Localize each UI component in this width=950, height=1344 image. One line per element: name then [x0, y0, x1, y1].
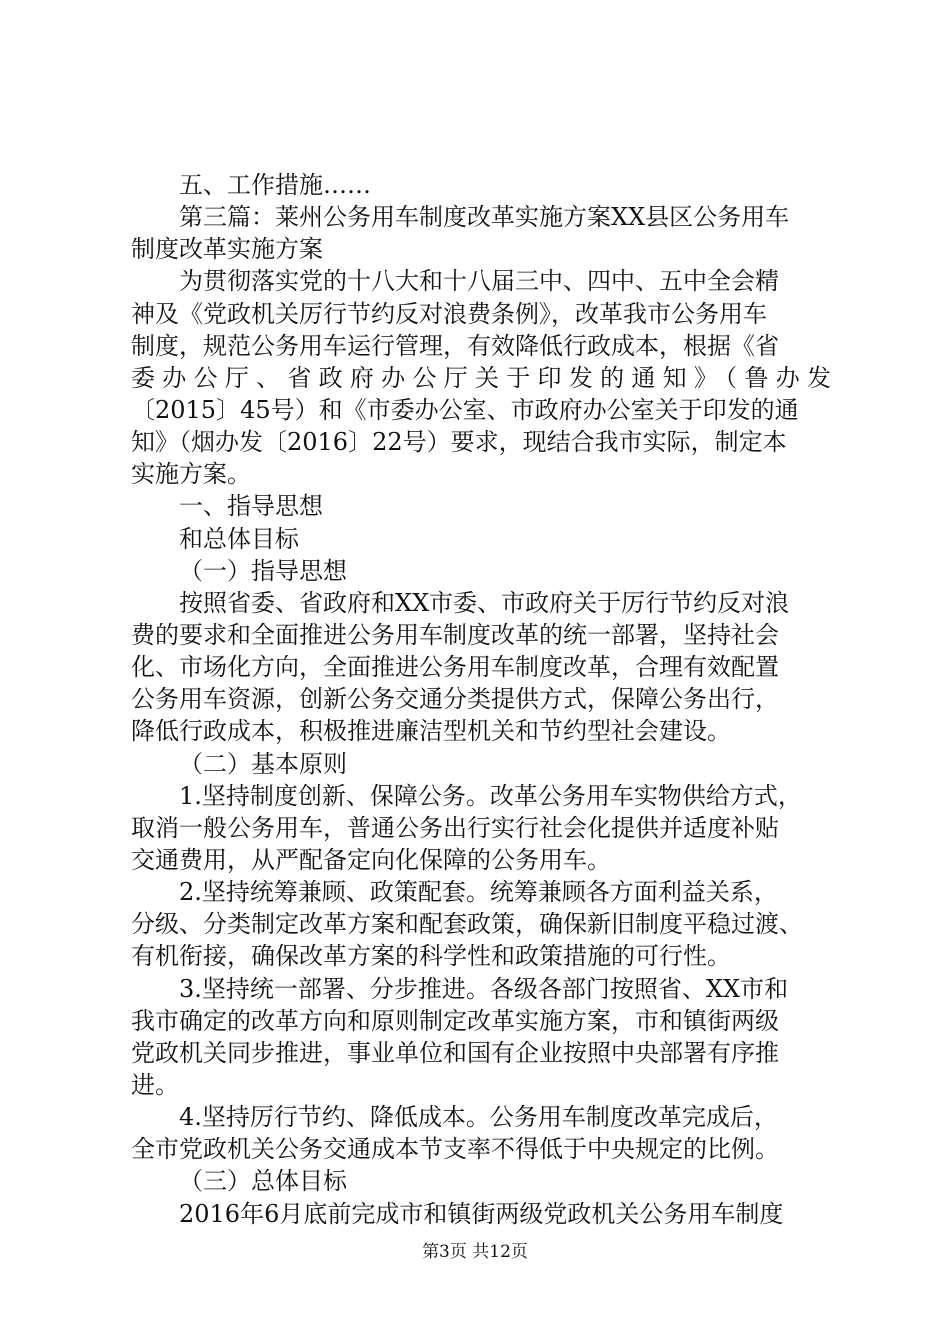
paragraph-line: 化、市场化方向，全面推进公务用车制度改革，合理有效配置	[131, 653, 779, 682]
paragraph-line: 费的要求和全面推进公务用车制度改革的统一部署，坚持社会	[131, 620, 779, 649]
paragraph-line: 为贯彻落实党的十八大和十八届三中、四中、五中全会精	[179, 267, 779, 296]
principle-item: 1.坚持制度创新、保障公务。改革公务用车实物供给方式，	[179, 781, 802, 810]
paragraph-line: 党政机关同步推进，事业单位和国有企业按照中央部署有序推	[131, 1038, 779, 1067]
paragraph-line: 分级、分类制定改革方案和配套政策，确保新旧制度平稳过渡、	[131, 910, 803, 939]
page-number-footer: 第3页 共12页	[422, 1242, 528, 1262]
principle-item: 4.坚持厉行节约、降低成本。公务用车制度改革完成后，	[179, 1103, 778, 1132]
paragraph-line: 降低行政成本，积极推进廉洁型机关和节约型社会建设。	[131, 717, 731, 746]
paragraph-line: 全市党政机关公务交通成本节支率不得低于中央规定的比例。	[131, 1135, 779, 1164]
article-title-continued: 制度改革实施方案	[131, 235, 323, 264]
paragraph-line: 进。	[131, 1070, 179, 1099]
paragraph-line: 交通费用，从严配备定向化保障的公务用车。	[131, 845, 611, 874]
section-heading-guiding-thought: 一、指导思想	[179, 492, 323, 521]
principle-item: 3.坚持统一部署、分步推进。各级各部门按照省、XX市和	[179, 974, 789, 1003]
subsection-heading: （一）指导思想	[179, 556, 347, 585]
paragraph-line: 〔2015〕45号）和《市委办公室、市政府办公室关于印发的通	[131, 395, 799, 424]
article-title: 第三篇：莱州公务用车制度改革实施方案XX县区公务用车	[179, 203, 790, 232]
paragraph-line: 制度，规范公务用车运行管理，有效降低行政成本，根据《省	[131, 331, 779, 360]
paragraph-line: 实施方案。	[131, 460, 251, 489]
paragraph-line: 神及《党政机关厉行节约反对浪费条例》，改革我市公务用车	[131, 299, 767, 328]
paragraph-line: 2016年6月底前完成市和镇街两级党政机关公务用车制度	[179, 1199, 784, 1228]
paragraph-line: 我市确定的改革方向和原则制定改革实施方案，市和镇街两级	[131, 1006, 779, 1035]
document-body	[131, 169, 831, 1230]
principle-item: 2.坚持统筹兼顾、政策配套。统筹兼顾各方面利益关系，	[179, 878, 778, 907]
paragraph-line: 委办公厅、省政府办公厅关于印发的通知》（鲁办发	[131, 363, 831, 392]
paragraph-line: 按照省委、省政府和XX市委、市政府关于厉行节约反对浪	[179, 588, 790, 617]
subsection-heading: （三）总体目标	[179, 1167, 347, 1196]
section-heading-work-measures: 五、工作措施……	[179, 171, 371, 199]
paragraph-line: 公务用车资源，创新公务交通分类提供方式，保障公务出行，	[131, 685, 779, 714]
paragraph-line: 知》（烟办发〔2016〕22号）要求，现结合我市实际，制定本	[131, 428, 787, 457]
paragraph-line: 取消一般公务用车，普通公务出行实行社会化提供并适度补贴	[131, 813, 779, 842]
section-heading-continued: 和总体目标	[179, 524, 299, 553]
paragraph-line: 有机衔接，确保改革方案的科学性和政策措施的可行性。	[131, 942, 731, 971]
subsection-heading: （二）基本原则	[179, 749, 347, 778]
